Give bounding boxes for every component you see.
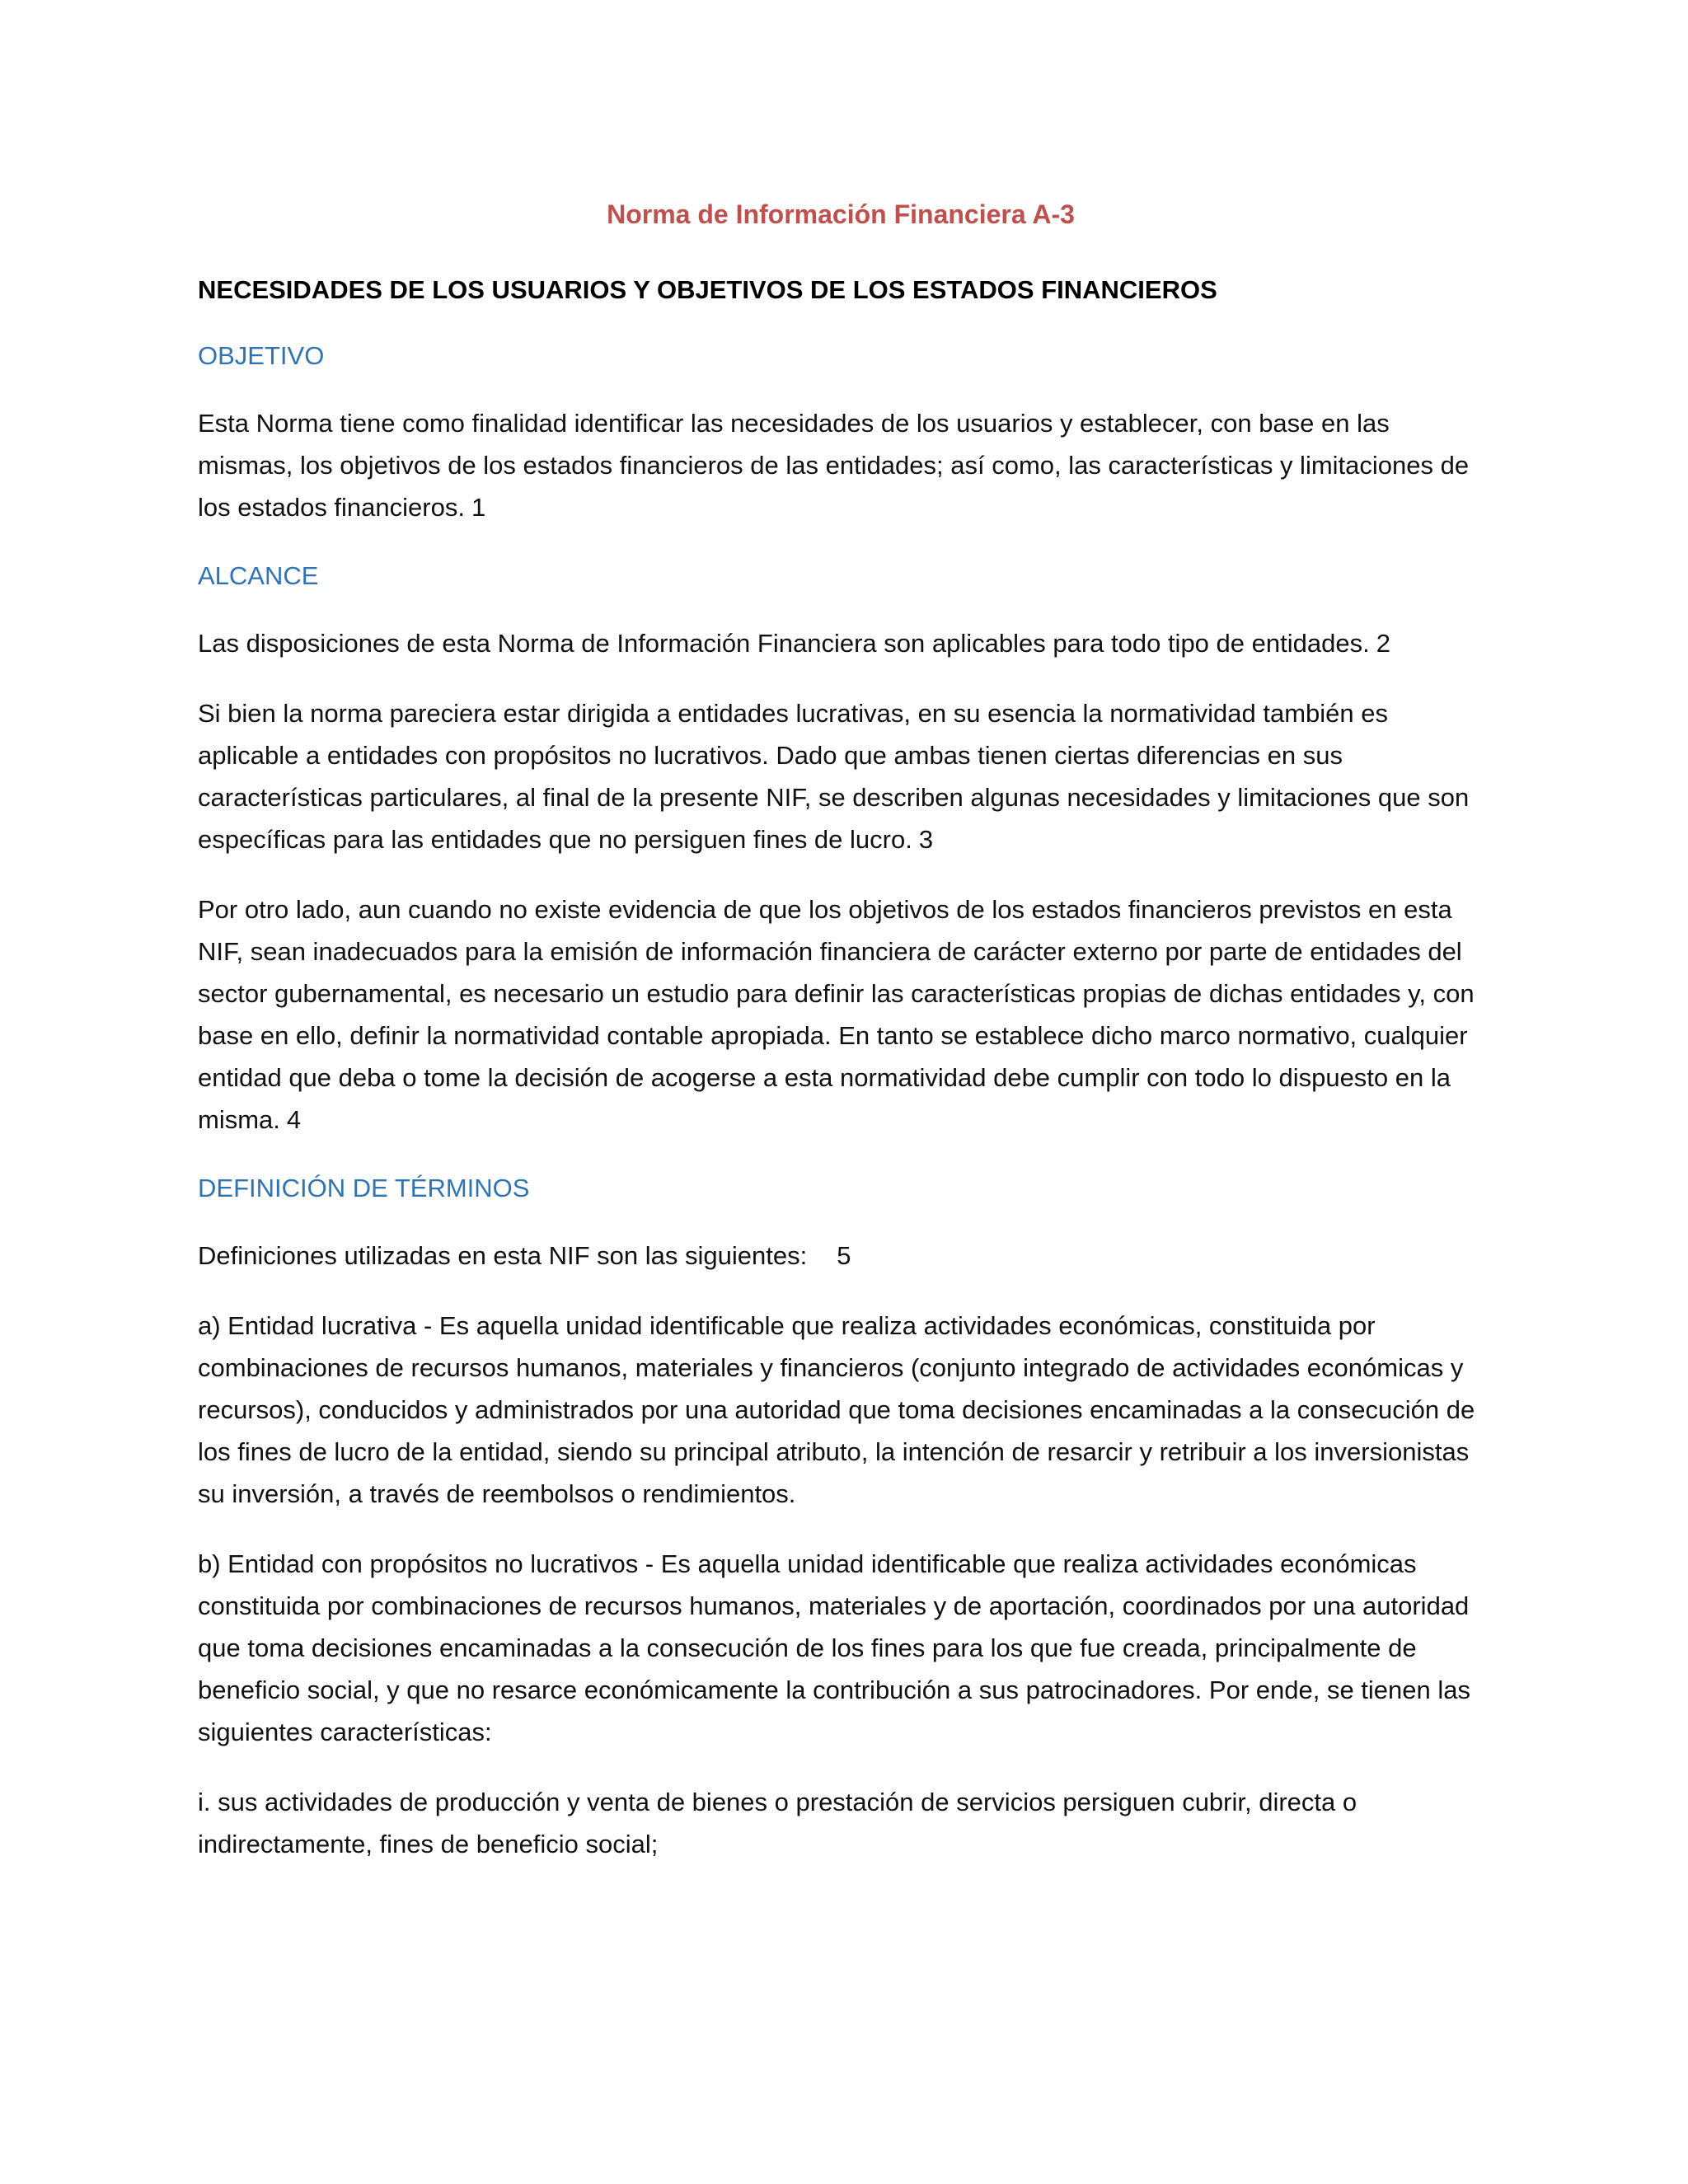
paragraph-3-text: Si bien la norma pareciera estar dirigida a entidades lucrativas, en su esencia la normatividad también es aplicable a entidades con propósitos no lucrativos. Dado que ambas tienen ciertas diferencias en sus características particulares, al final de la presente NIF, se describen algunas necesidades y limitaciones que son específicas para las entidades que no persiguen fines de lucro. [198,699,1470,854]
paragraph-2 [198,622,1484,664]
paragraph-4-text: Por otro lado, aun cuando no existe evidencia de que los objetivos de los estados financieros previstos en esta NIF, sean inadecuados para la emisión de información financiera de carácter externo por parte de entidades del sector gubernamental, es necesario un estudio para definir las características propias de dichas entidades y, con base en ello, definir la normatividad contable apropiada. En tanto se establece dicho marco normativo, cualquier entidad que deba o tome la decisión de acogerse a esta normatividad debe cumplir con todo lo dispuesto en la misma. [198,895,1475,1134]
section-heading-definiciones: DEFINICIÓN DE TÉRMINOS [198,1174,530,1202]
paragraph-number-4: 4 [286,1105,302,1134]
paragraph-number-3: 3 [918,825,934,854]
paragraph-3 [198,692,1484,860]
section-heading-objetivo: OBJETIVO [198,341,325,370]
definition-a: a) Entidad lucrativa - Es aquella unidad identificable que realiza actividades económicas, constituida por combinaciones de recursos humanos, materiales y financieros (conjunto integrado de actividades económicas y recursos), conducidos y administrados por una autoridad que toma decisiones encaminadas a la consecución de los fines de lucro de la entidad, siendo su principal atributo, la intención de resarcir y retribuir a los inversionistas su inversión, a través de reembolsos o rendimientos. [198,1311,1475,1508]
paragraph-number-2: 2 [1376,629,1390,658]
paragraph-number-1: 1 [471,493,486,522]
paragraph-5 [198,1235,1484,1277]
definition-b: b) Entidad con propósitos no lucrativos - Es aquella unidad identificable que realiza actividades económicas constituida por combinaciones de recursos humanos, materiales y de aportación, coordinados por una autoridad que toma decisiones encaminadas a la consecución de los fines para los que fue creada, principalmente de beneficio social, y que no resarce económicamente la contribución a sus patrocinadores. Por ende, se tienen las siguientes características: [198,1549,1471,1746]
definition-b-item-i: i. sus actividades de producción y venta de bienes o prestación de servicios persiguen cubrir, directa o indirectamente, fines de beneficio social; [198,1788,1357,1858]
document-title: Norma de Información Financiera A-3 [607,199,1075,229]
section-heading-alcance: ALCANCE [198,561,319,590]
paragraph-5-text: Definiciones utilizadas en esta NIF son las siguientes: [198,1241,808,1270]
paragraph-1-text: Esta Norma tiene como finalidad identificar las necesidades de los usuarios y establecer, con base en las mismas, los objetivos de los estados financieros de las entidades; así como, las características y limitaciones de los estados financieros. [198,409,1470,522]
document-page [198,194,1484,1893]
paragraph-4 [198,888,1484,1141]
paragraph-1 [198,402,1484,528]
main-heading: NECESIDADES DE LOS USUARIOS Y OBJETIVOS DE LOS ESTADOS FINANCIEROS [198,275,1217,304]
paragraph-number-5: 5 [837,1241,851,1270]
paragraph-2-text: Las disposiciones de esta Norma de Información Financiera son aplicables para todo tipo de entidades. [198,629,1370,658]
